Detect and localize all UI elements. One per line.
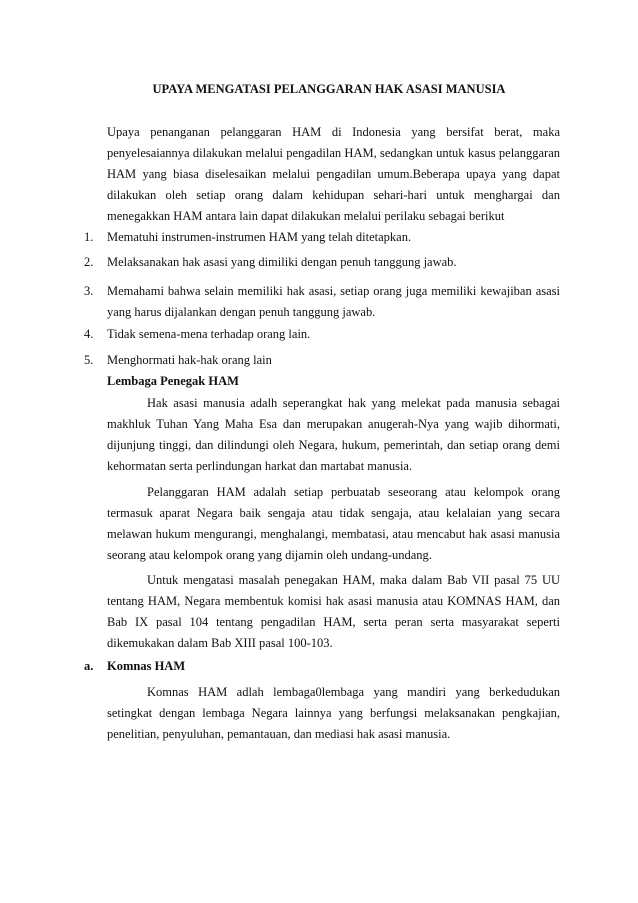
list-item-number: 3. [84, 284, 94, 298]
list-item-number: 4. [84, 327, 94, 341]
list-item-number: 5. [84, 353, 94, 367]
list-item [84, 324, 560, 345]
body-paragraph: Hak asasi manusia adalh seperangkat hak yang melekat pada manusia sebagai makhluk Tuhan Yang Maha Esa dan merupakan anugerah-Nya yang wajib dihormati, dijunjung tinggi, dan dilindungi oleh Negara, hukum, pemerintah, dan setiap orang demi kehormatan serta perlindungan harkat dan martabat manusia. [107, 396, 560, 473]
list-item-text: Melaksanakan hak asasi yang dimiliki dengan penuh tanggung jawab. [107, 255, 457, 269]
subsection-number: a. [84, 659, 94, 673]
intro-paragraph: Upaya penanganan pelanggaran HAM di Indonesia yang bersifat berat, maka penyelesaiannya dilakukan melalui pengadilan HAM, sedangkan untuk kasus pelanggaran HAM yang biasa diselesaikan melalui pengadilan umum.Beberapa upaya yang dapat dilakukan oleh setiap orang dalam kehidupan sehari-hari untuk menghargai dan menegakkan HAM antara lain dapat dilakukan melalui perilaku sebagai berikut [107, 125, 560, 223]
list-item-text: Memahami bahwa selain memiliki hak asasi, setiap orang juga memiliki kewajiban asasi yang harus dijalankan dengan penuh tanggung jawab. [107, 284, 560, 319]
list-item [84, 350, 560, 371]
list-item-text: Tidak semena-mena terhadap orang lain. [107, 327, 311, 341]
list-item [84, 281, 560, 323]
document-title: UPAYA MENGATASI PELANGGARAN HAK ASASI MANUSIA [152, 82, 506, 96]
section-heading: Lembaga Penegak HAM [107, 374, 239, 388]
list-item-text: Mematuhi instrumen-instrumen HAM yang telah ditetapkan. [107, 230, 412, 244]
body-paragraph: Komnas HAM adlah lembaga0lembaga yang mandiri yang berkedudukan setingkat dengan lembaga Negara lainnya yang berfungsi melaksanakan pengkajian, penelitian, penyuluhan, pemantauan, dan mediasi hak asasi manusia. [107, 685, 560, 741]
subsection-title: Komnas HAM [107, 659, 186, 673]
list-item [84, 252, 560, 273]
body-paragraph: Pelanggaran HAM adalah setiap perbuatab seseorang atau kelompok orang termasuk aparat Negara baik sengaja atau tidak sengaja, atau kelalaian yang secara melawan hukum mengurangi, menghalangi, membatasi, atau mencabut hak asasi manusia seorang atau kelompok orang yang dijamin oleh undang-undang. [107, 485, 560, 562]
subsection-heading [84, 656, 185, 677]
list-item [84, 227, 560, 248]
body-paragraph: Untuk mengatasi masalah penegakan HAM, maka dalam Bab VII pasal 75 UU tentang HAM, Negara membentuk komisi hak asasi manusia atau KOMNAS HAM, dan Bab IX pasal 104 tentang pengadilan HAM, serta peran serta masyarakat seperti dikemukakan dalam Bab XIII pasal 100-103. [107, 573, 560, 650]
list-item-text: Menghormati hak-hak orang lain [107, 353, 272, 367]
list-item-number: 2. [84, 255, 94, 269]
list-item-number: 1. [84, 230, 94, 244]
